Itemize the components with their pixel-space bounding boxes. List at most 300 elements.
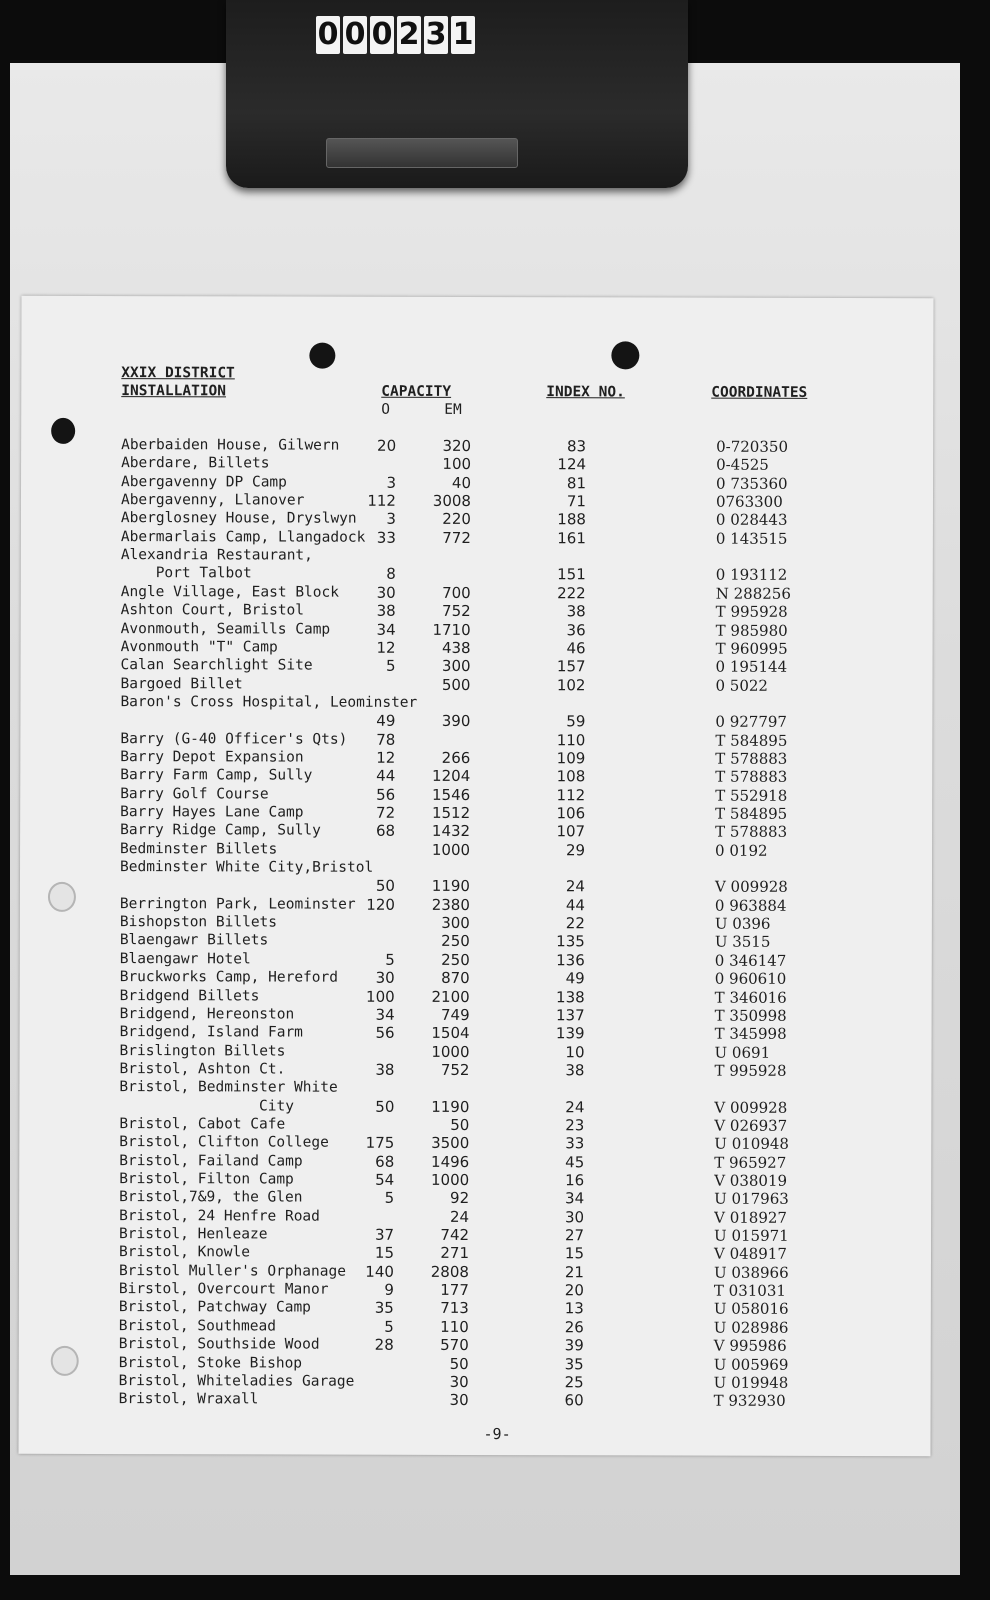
officers-capacity: 33	[376, 528, 396, 547]
officers-capacity: 28	[374, 1335, 394, 1354]
coordinates: T 578883	[715, 749, 788, 768]
index-number: 15	[564, 1244, 585, 1263]
installation-name: Avonmouth, Seamills Camp	[120, 620, 331, 638]
coordinates: V 018927	[714, 1208, 788, 1227]
enlisted-capacity: 110	[440, 1317, 469, 1336]
counter-digit: 2	[398, 17, 420, 52]
enlisted-capacity: 1190	[431, 877, 470, 896]
coordinates: 0-720350	[716, 437, 789, 456]
officers-capacity: 5	[385, 656, 396, 675]
table-row	[21, 528, 933, 548]
table-row	[21, 491, 933, 511]
coordinates: 0 960610	[714, 969, 787, 988]
installation-name: Barry Ridge Camp, Sully	[120, 822, 321, 839]
enlisted-capacity: 2380	[431, 895, 470, 914]
table-row	[21, 583, 933, 603]
officers-capacity: 34	[375, 1005, 395, 1024]
table-row	[20, 968, 932, 988]
installation-name: Bruckworks Camp, Hereford	[119, 969, 339, 986]
coordinates: U 019948	[713, 1373, 789, 1392]
enlisted-capacity: 772	[442, 528, 471, 547]
index-number: 59	[566, 712, 586, 731]
index-number: 30	[564, 1207, 585, 1226]
table-row	[19, 1188, 931, 1208]
installation-name: Angle Village, East Block	[120, 583, 340, 601]
installation-name: Aberglosney House, Dryslwyn	[120, 510, 357, 528]
table-row	[21, 656, 933, 676]
index-number: 34	[565, 1189, 585, 1208]
table-row	[19, 1206, 931, 1226]
coordinates: U 010948	[714, 1134, 789, 1154]
officers-capacity: 56	[375, 1023, 395, 1042]
table-row	[20, 913, 932, 933]
table-row	[21, 509, 933, 529]
officers-capacity: 175	[365, 1134, 395, 1153]
officers-capacity: 72	[376, 803, 396, 822]
officers-subheader: O	[381, 401, 390, 418]
table-row	[20, 895, 932, 915]
officers-capacity: 56	[376, 785, 396, 804]
installation-name: Blaengawr Billets	[119, 932, 269, 949]
officers-capacity: 100	[366, 987, 395, 1006]
officers-capacity: 5	[384, 1317, 394, 1336]
coordinates: V 048917	[713, 1245, 787, 1264]
coordinates: V 009928	[714, 878, 788, 897]
installation-name: Birstol, Overcourt Manor	[118, 1281, 329, 1298]
table-row	[20, 748, 932, 768]
coordinates: 0 143515	[715, 529, 788, 548]
table-row	[19, 1372, 931, 1392]
coordinates: N 288256	[715, 584, 791, 603]
officers-capacity: 15	[374, 1244, 395, 1263]
coordinates: V 038019	[714, 1171, 788, 1190]
officers-capacity: 120	[366, 895, 395, 914]
enlisted-capacity: 220	[442, 510, 471, 529]
officers-capacity: 78	[376, 730, 396, 749]
installation-name: Bristol, Wraxall	[118, 1391, 259, 1408]
coordinates: 0 346147	[714, 951, 787, 970]
enlisted-capacity: 752	[440, 1060, 470, 1079]
table-row	[19, 1151, 931, 1171]
table-row	[20, 693, 932, 713]
officers-capacity: 30	[376, 583, 396, 602]
index-number: 135	[556, 932, 585, 951]
index-number: 13	[564, 1299, 584, 1318]
index-number: 49	[565, 969, 585, 988]
enlisted-capacity: 1000	[431, 1042, 470, 1061]
index-number: 138	[556, 987, 585, 1006]
counter-digit: 0	[371, 17, 393, 52]
coordinates: T 584895	[715, 731, 788, 750]
installation-name: Avonmouth "T" Camp	[120, 638, 278, 656]
enlisted-capacity: 320	[442, 436, 472, 455]
coordinates: T 985980	[715, 621, 788, 640]
installation-name: Alexandria Restaurant,	[120, 547, 313, 564]
coordinates: U 3515	[714, 933, 771, 952]
table-row	[20, 858, 932, 878]
coordinates: 0 195144	[715, 657, 788, 677]
officers-capacity: 9	[384, 1280, 394, 1299]
enlisted-capacity: 266	[441, 748, 471, 767]
index-number: 25	[564, 1373, 584, 1392]
index-number: 161	[557, 528, 586, 548]
enlisted-capacity: 2100	[431, 987, 470, 1006]
table-row	[19, 1078, 931, 1098]
installation-name: Bristol Muller's Orphanage	[118, 1262, 346, 1280]
coordinates: V 026937	[714, 1116, 788, 1135]
officers-capacity: 34	[376, 620, 396, 639]
coordinates: U 038966	[713, 1263, 789, 1282]
table-row	[19, 1390, 931, 1410]
coordinates: U 058016	[713, 1300, 789, 1319]
coordinates: T 932930	[713, 1391, 786, 1410]
table-row	[20, 729, 932, 749]
table-row	[21, 546, 933, 566]
officers-capacity: 5	[384, 1189, 395, 1208]
officers-capacity: 50	[375, 877, 395, 896]
officers-capacity: 54	[375, 1170, 395, 1189]
coordinates: T 350998	[714, 1006, 787, 1025]
index-number: 106	[556, 804, 586, 823]
table-row	[20, 876, 932, 896]
enlisted-subheader: EM	[444, 401, 462, 418]
installation-name: Barry Hayes Lane Camp	[120, 804, 304, 821]
officers-capacity: 68	[375, 822, 396, 841]
index-number: 36	[566, 620, 586, 639]
enlisted-capacity: 390	[441, 712, 471, 731]
officers-capacity: 140	[365, 1262, 394, 1281]
officers-capacity: 20	[377, 436, 397, 455]
enlisted-capacity: 2808	[430, 1262, 469, 1281]
table-row	[19, 1353, 931, 1373]
counter-digit: 0	[317, 17, 339, 52]
index-number: 110	[556, 730, 586, 749]
enlisted-capacity: 40	[451, 473, 472, 492]
table-row	[19, 1060, 931, 1080]
index-number: 124	[557, 455, 587, 474]
installation-name: Brislington Billets	[119, 1042, 286, 1060]
table-row	[21, 564, 933, 584]
table-row	[21, 638, 933, 658]
coordinates: T 995928	[714, 1061, 787, 1080]
installation-name: Aberbaiden House, Gilwern	[121, 437, 340, 454]
index-number: 35	[564, 1354, 584, 1373]
index-number: 38	[566, 602, 586, 621]
index-number: 188	[557, 510, 586, 529]
installation-name: Bristol, Cabot Cafe	[119, 1116, 286, 1133]
coordinates: U 005969	[713, 1355, 789, 1374]
index-number: 112	[556, 785, 586, 804]
table-row	[20, 1005, 932, 1025]
officers-capacity: 44	[376, 767, 396, 786]
table-row	[20, 766, 932, 786]
coordinates: U 015971	[714, 1226, 789, 1245]
enlisted-capacity: 1204	[432, 767, 471, 786]
index-number: 157	[556, 657, 586, 676]
officers-capacity: 8	[386, 565, 396, 584]
counter-digit: 3	[425, 17, 447, 52]
installation-name: Bristol, Southmead	[118, 1317, 276, 1335]
table-row	[20, 784, 932, 804]
index-number: 29	[565, 840, 586, 859]
installation-name: Bishopston Billets	[119, 914, 278, 931]
coordinates: U 017963	[714, 1189, 789, 1209]
installation-name: Barry Depot Expansion	[120, 749, 304, 766]
enlisted-capacity: 749	[440, 1005, 470, 1024]
enlisted-capacity: 24	[449, 1207, 470, 1226]
installation-name: Bristol, Knowle	[118, 1244, 250, 1261]
enlisted-capacity: 177	[440, 1281, 469, 1300]
table-row	[19, 1225, 931, 1245]
index-number: 24	[565, 1097, 585, 1116]
index-number: 71	[566, 492, 587, 511]
installation-name: Bedminster Billets	[120, 840, 278, 858]
officers-capacity: 38	[376, 601, 396, 620]
index-number: 102	[556, 675, 586, 694]
officers-capacity: 35	[374, 1299, 394, 1318]
installation-name: Calan Searchlight Site	[120, 657, 313, 674]
index-number: 23	[565, 1116, 585, 1135]
installation-name: Port Talbot	[120, 565, 252, 582]
district-heading: XXIX DISTRICT	[121, 365, 235, 382]
table-row	[20, 711, 932, 731]
capacity-column-header: CAPACITY	[381, 383, 452, 400]
enlisted-capacity: 271	[440, 1244, 470, 1263]
table-row	[20, 931, 932, 951]
enlisted-capacity: 300	[441, 914, 470, 933]
index-number: 81	[566, 473, 587, 492]
table-row	[20, 986, 932, 1006]
officers-capacity: 12	[376, 748, 396, 767]
installation-name: Bristol, Filton Camp	[119, 1171, 294, 1188]
table-row	[21, 436, 933, 456]
index-number: 27	[564, 1226, 585, 1245]
coordinates: U 028986	[713, 1318, 789, 1337]
table-row	[21, 619, 933, 639]
enlisted-capacity: 1000	[430, 1170, 470, 1189]
enlisted-capacity: 700	[442, 583, 471, 602]
index-number: 16	[565, 1171, 585, 1190]
coordinates: 0763300	[715, 492, 783, 511]
officers-capacity: 38	[375, 1060, 395, 1079]
installation-name: Berrington Park, Leominster	[119, 895, 356, 913]
page-number: -9-	[483, 1425, 511, 1444]
coordinates: 0 028443	[715, 511, 788, 530]
coordinates: T 578883	[715, 767, 788, 787]
index-column-header: INDEX NO.	[546, 384, 625, 401]
installation-name: Bristol, Ashton Ct.	[119, 1060, 286, 1078]
enlisted-capacity: 500	[441, 675, 471, 694]
installation-name: City	[119, 1097, 295, 1115]
index-number: 22	[565, 914, 585, 933]
installation-name: Barry Golf Course	[120, 785, 269, 803]
table-row	[20, 803, 932, 823]
counter-digit: 0	[344, 17, 366, 52]
coordinates: 0 0192	[715, 841, 768, 860]
coordinates: T 346016	[714, 988, 787, 1007]
officers-capacity: 50	[375, 1097, 395, 1116]
installation-name: Bridgend, Island Farm	[119, 1024, 303, 1041]
enlisted-capacity: 30	[449, 1391, 469, 1410]
table-row	[19, 1115, 931, 1135]
installation-name: Bristol, Whiteladies Garage	[118, 1372, 355, 1390]
installation-name: Bridgend Billets	[119, 987, 260, 1004]
officers-capacity: 3	[386, 510, 396, 529]
table-row	[21, 472, 933, 492]
installation-name: Bargoed Billet	[120, 675, 243, 692]
coordinates: T 960995	[715, 639, 788, 658]
table-row	[20, 839, 932, 859]
enlisted-capacity: 250	[441, 950, 470, 969]
index-number: 10	[565, 1042, 585, 1061]
enlisted-capacity: 92	[450, 1189, 470, 1208]
enlisted-capacity: 250	[441, 932, 470, 951]
index-number: 136	[556, 951, 585, 970]
enlisted-capacity: 50	[449, 1354, 469, 1373]
enlisted-capacity: 3008	[432, 491, 472, 511]
enlisted-capacity: 1512	[431, 803, 471, 822]
installation-name: Barry (G-40 Officer's Qts)	[120, 730, 348, 748]
table-row	[19, 1096, 931, 1116]
installation-name: Abermarlais Camp, Llangadock	[120, 528, 366, 546]
table-row	[19, 1280, 931, 1300]
enlisted-capacity: 1000	[431, 840, 471, 859]
index-number: 38	[565, 1061, 585, 1080]
index-number: 137	[555, 1006, 585, 1025]
installation-name: Bristol,7&9, the Glen	[119, 1189, 303, 1206]
coordinates: T 552918	[715, 786, 788, 805]
coordinates: T 584895	[715, 804, 788, 823]
table-row	[20, 1023, 932, 1043]
coordinates: 0 5022	[715, 676, 769, 695]
counter-digit: 1	[452, 17, 474, 52]
officers-capacity: 5	[385, 950, 395, 969]
enlisted-capacity: 713	[440, 1299, 469, 1318]
index-number: 222	[557, 584, 586, 603]
enlisted-capacity: 1504	[431, 1024, 470, 1043]
index-number: 60	[564, 1391, 584, 1410]
index-number: 83	[567, 437, 587, 456]
installation-name: Bristol, Clifton College	[119, 1134, 329, 1151]
table-row	[19, 1243, 931, 1263]
coordinates: T 345998	[714, 1024, 787, 1044]
coordinates: 0-4525	[716, 455, 769, 475]
coordinates: T 031031	[713, 1281, 786, 1300]
enlisted-capacity: 1546	[432, 785, 471, 804]
counter-nameplate	[326, 138, 518, 168]
enlisted-capacity: 1190	[431, 1097, 470, 1116]
table-row	[19, 1262, 931, 1282]
index-number: 44	[565, 895, 585, 915]
officers-capacity: 112	[367, 491, 397, 510]
enlisted-capacity: 100	[442, 455, 472, 474]
index-number: 46	[566, 639, 586, 658]
installation-name: Bristol, Stoke Bishop	[118, 1354, 303, 1372]
enlisted-capacity: 1710	[432, 620, 471, 639]
coordinates: T 995928	[715, 602, 788, 621]
coordinates: 0 927797	[715, 712, 788, 732]
coordinates: V 009928	[714, 1098, 788, 1117]
officers-capacity: 68	[375, 1152, 395, 1171]
installation-name: Aberdare, Billets	[121, 455, 270, 472]
index-number: 139	[555, 1024, 585, 1043]
coordinates: 0 193112	[715, 566, 788, 585]
index-number: 24	[565, 877, 585, 896]
installation-name: Abergavenny DP Camp	[121, 473, 287, 491]
coordinates-column-header: COORDINATES	[711, 384, 808, 401]
enlisted-capacity: 752	[442, 602, 471, 621]
table-row	[19, 1335, 931, 1355]
table-row	[20, 1041, 932, 1061]
coordinates: T 965927	[714, 1153, 787, 1172]
enlisted-capacity: 300	[441, 657, 471, 676]
index-number: 21	[564, 1262, 584, 1282]
coordinates: 0 735360	[716, 474, 788, 493]
installation-name: Blaengawr Hotel	[119, 950, 251, 968]
enlisted-capacity: 742	[440, 1225, 470, 1245]
coordinates: U 0691	[714, 1043, 771, 1062]
index-number: 109	[556, 749, 586, 768]
installation-name: Abergavenny, Llanover	[120, 492, 305, 509]
installation-name: Ashton Court, Bristol	[120, 602, 305, 619]
table-row	[21, 601, 933, 621]
officers-capacity: 30	[375, 968, 395, 987]
installation-list	[18, 296, 933, 1456]
index-number: 107	[556, 822, 586, 841]
table-row	[20, 821, 932, 841]
officers-capacity: 49	[376, 711, 396, 731]
enlisted-capacity: 438	[441, 638, 471, 657]
installation-name: Baron's Cross Hospital, Leominster	[120, 693, 418, 711]
enlisted-capacity: 30	[449, 1372, 469, 1391]
installation-name: Bristol, Patchway Camp	[118, 1299, 311, 1317]
index-number: 20	[564, 1281, 584, 1300]
officers-capacity: 37	[374, 1225, 395, 1244]
table-row	[20, 950, 932, 970]
index-number: 26	[564, 1318, 584, 1337]
enlisted-capacity: 570	[440, 1336, 469, 1355]
enlisted-capacity: 1496	[431, 1152, 470, 1171]
index-number: 45	[565, 1152, 585, 1171]
table-row	[19, 1317, 931, 1337]
installation-name: Bristol, Henleaze	[119, 1226, 268, 1243]
coordinates: U 0396	[714, 914, 771, 933]
index-number: 39	[564, 1336, 584, 1355]
document-sheet	[18, 296, 933, 1456]
officers-capacity: 3	[386, 473, 397, 492]
table-row	[19, 1170, 931, 1190]
table-row	[19, 1298, 931, 1318]
enlisted-capacity: 50	[450, 1115, 470, 1134]
installation-name: Bedminster White City,Bristol	[120, 859, 374, 876]
installation-name: Bristol, 24 Henfre Road	[119, 1207, 320, 1225]
installation-name: Bristol, Southside Wood	[118, 1336, 320, 1353]
table-row	[21, 454, 933, 474]
index-number: 33	[565, 1134, 585, 1153]
coordinates: V 995986	[713, 1336, 787, 1355]
enlisted-capacity: 870	[441, 969, 470, 988]
installation-name: Barry Farm Camp, Sully	[120, 767, 313, 784]
index-number: 108	[556, 767, 586, 786]
installation-name: Bridgend, Hereonston	[119, 1005, 295, 1023]
index-number: 151	[557, 565, 586, 584]
coordinates: 0 963884	[714, 896, 787, 915]
table-row	[19, 1133, 931, 1153]
installation-name: Bristol, Bedminster White	[119, 1079, 338, 1096]
enlisted-capacity: 1432	[431, 822, 471, 841]
officers-capacity: 12	[376, 638, 396, 657]
installation-name: Bristol, Failand Camp	[119, 1152, 303, 1170]
